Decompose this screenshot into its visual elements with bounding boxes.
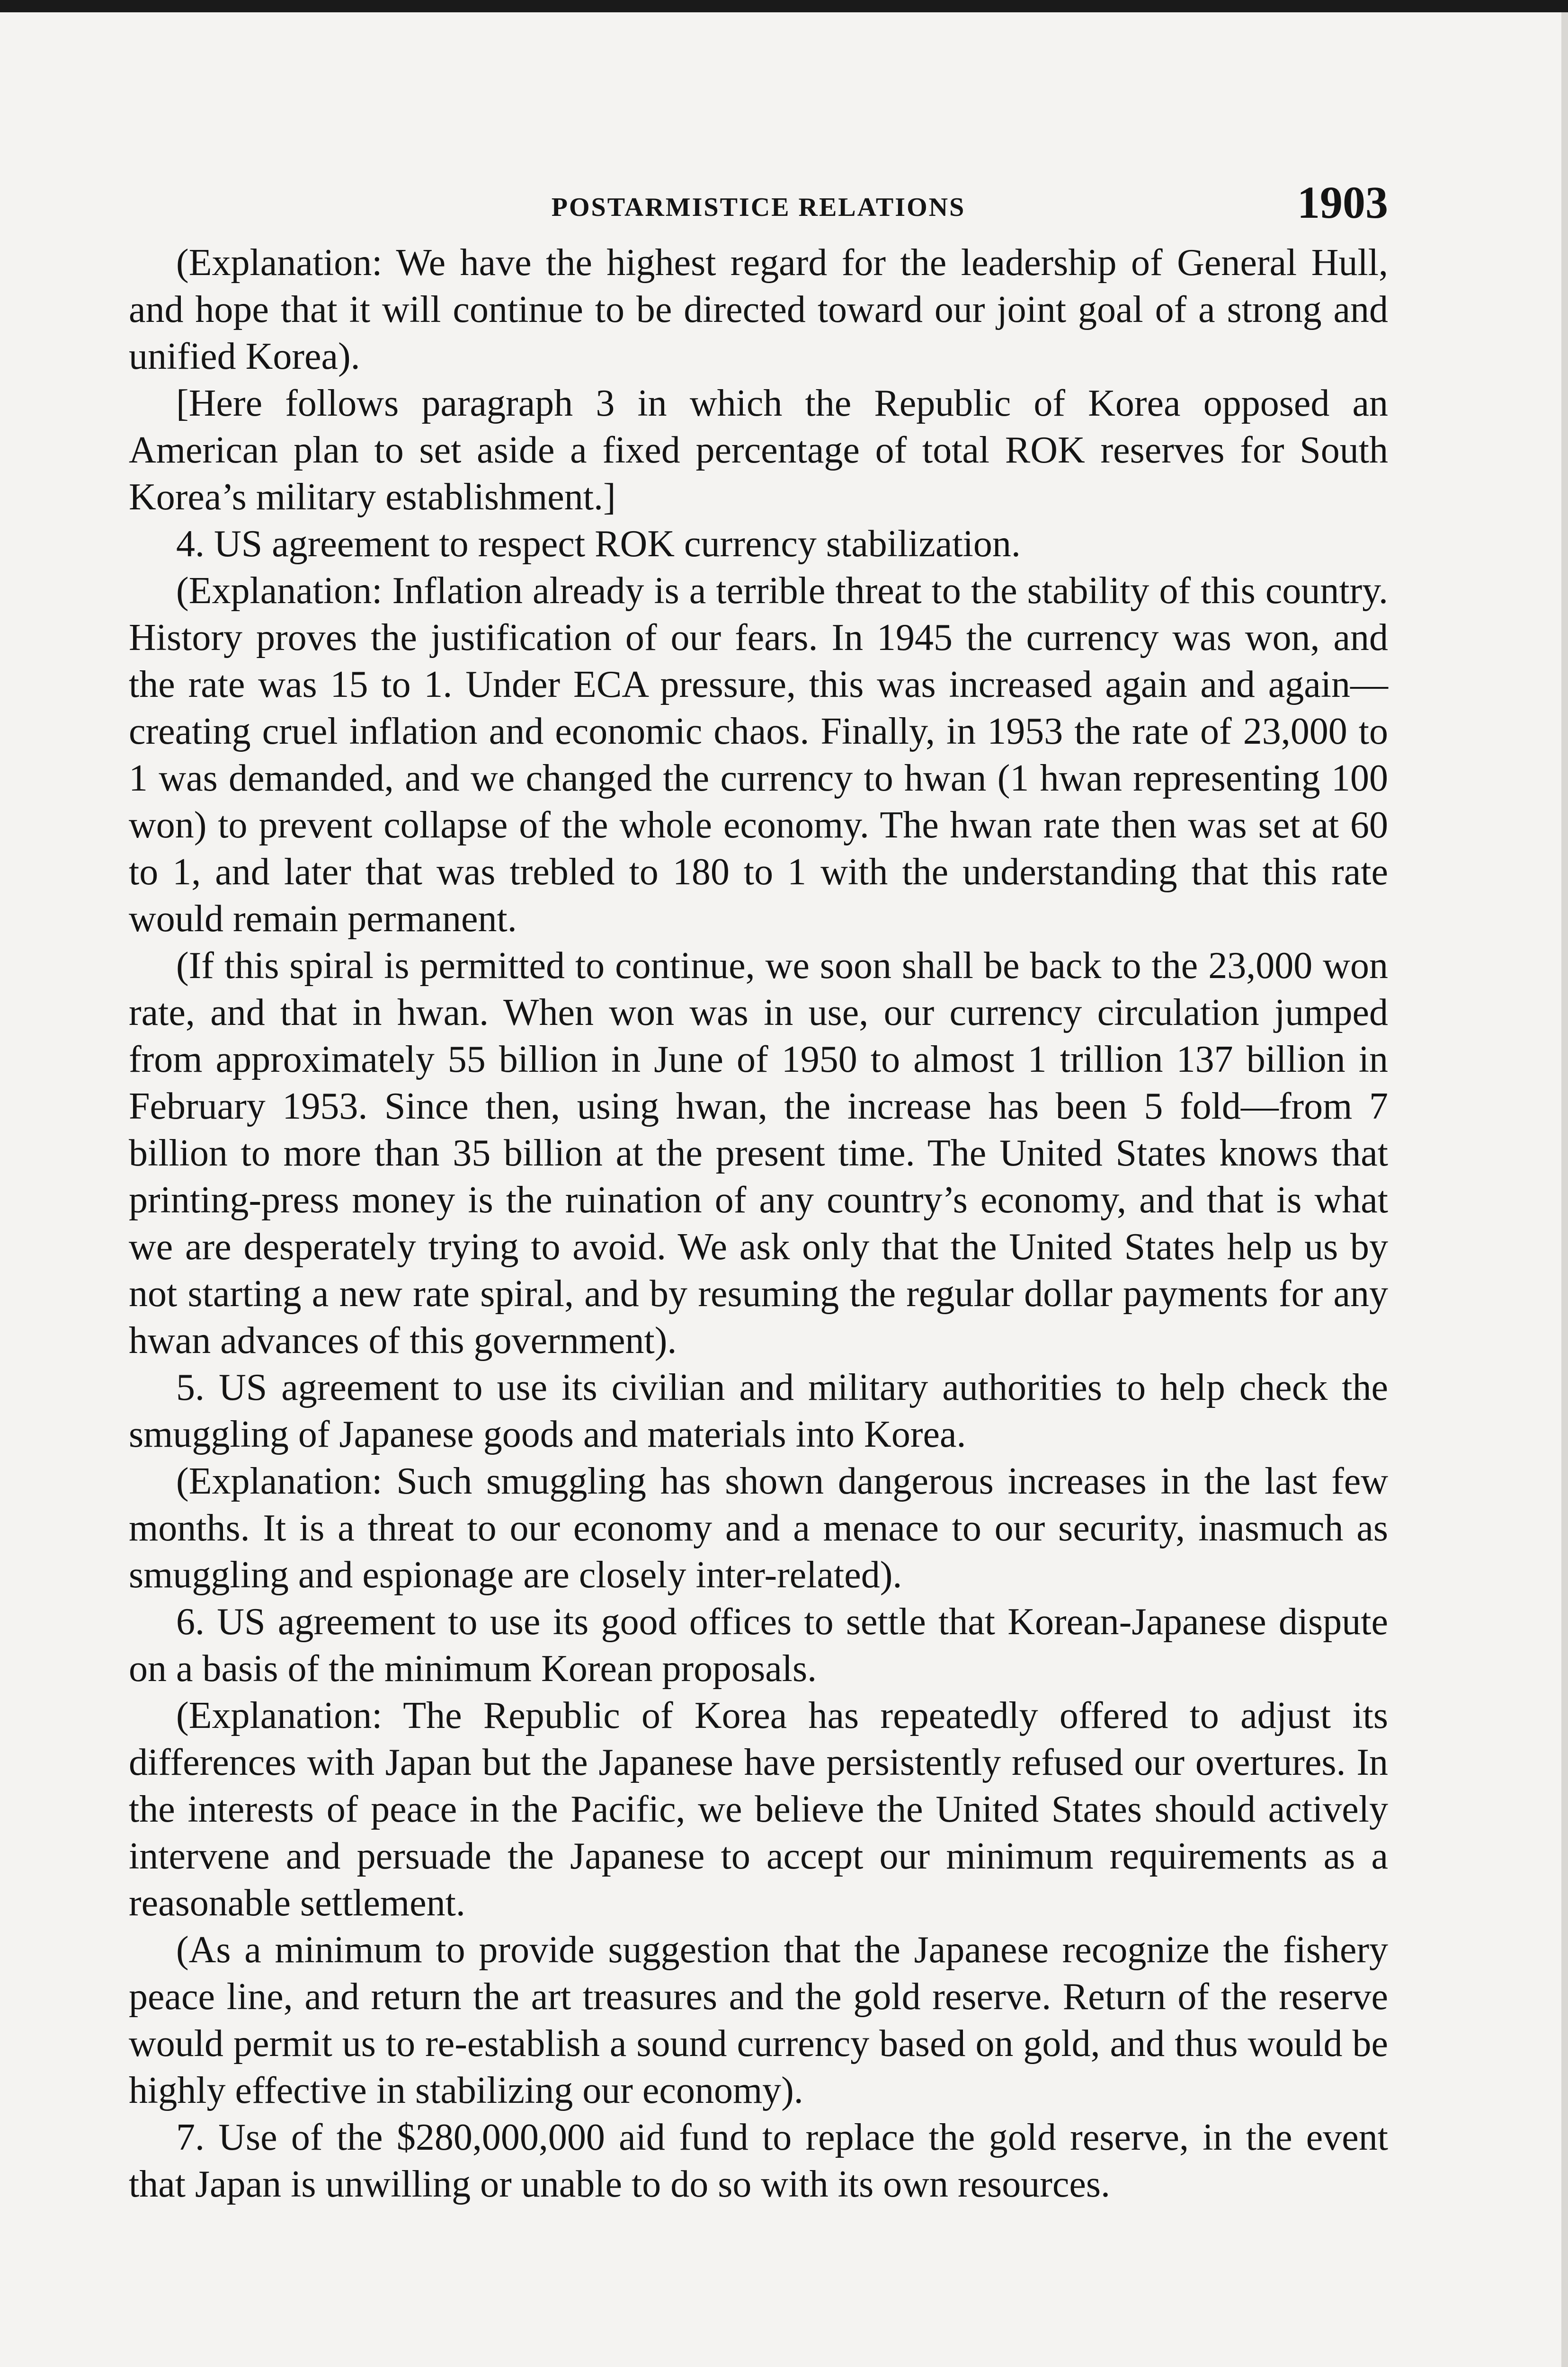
paragraph: [Here follows paragraph 3 in which the Republic of Korea opposed an American plan to set aside a fixed percentage of total ROK reserves for South Korea’s military establishment.]	[129, 383, 1388, 518]
paragraph: (If this spiral is permitted to continue, we soon shall be back to the 23,000 won rate, and that in hwan. When won was in use, our currency circulation jumped from approximately 55 billion in June of 1950 to almost 1 trillion 137 billion in February 1953. Since then, using hwan, the increase has been 5 fold—from 7 billion to more than 35 billion at the present time. The United States knows that printing-press money is the ruination of any country’s economy, and that is what we are desperately trying to avoid. We ask only that the United States help us by not starting a new rate spiral, and by resuming the regular dollar payments for any hwan advances of this government).	[129, 945, 1388, 1361]
paragraph: (Explanation: Such smuggling has shown dangerous increases in the last few months. It is a threat to our economy and a menace to our security, inasmuch as smuggling and espionage are closely inter-related).	[129, 1460, 1388, 1596]
document-page	[129, 177, 1388, 2208]
page-right-edge	[1561, 12, 1568, 2367]
paragraph: 4. US agreement to respect ROK currency stabilization.	[176, 523, 1021, 565]
paragraph: 5. US agreement to use its civilian and military authorities to help check the smuggling of Japanese goods and materials into Korea.	[129, 1367, 1388, 1455]
paragraph: 7. Use of the $280,000,000 aid fund to replace the gold reserve, in the event that Japan is unwilling or unable to do so with its own resources.	[129, 2117, 1388, 2205]
paragraph: (As a minimum to provide suggestion that the Japanese recognize the fishery peace line, and return the art treasures and the gold reserve. Return of the reserve would permit us to re-establish a sound currency based on gold, and thus would be highly effective in stabilizing our economy).	[129, 1929, 1388, 2111]
paragraph: (Explanation: The Republic of Korea has repeatedly offered to adjust its differences with Japan but the Japanese have persistently refused our overtures. In the interests of peace in the Pacific, we believe the United States should actively intervene and persuade the Japanese to accept our minimum requirements as a reasonable settlement.	[129, 1695, 1388, 1924]
running-head	[129, 177, 1388, 228]
page-top-edge	[0, 0, 1568, 12]
page-number: 1903	[1297, 177, 1388, 228]
paragraph: (Explanation: Inflation already is a terrible threat to the stability of this country. History proves the justification of our fears. In 1945 the currency was won, and the rate was 15 to 1. Under ECA pressure, this was increased again and again—creating cruel inflation and economic chaos. Finally, in 1953 the rate of 23,000 to 1 was demanded, and we changed the currency to hwan (1 hwan representing 100 won) to prevent collapse of the whole economy. The hwan rate then was set at 60 to 1, and later that was trebled to 180 to 1 with the understanding that this rate would remain permanent.	[129, 570, 1388, 940]
paragraph: (Explanation: We have the highest regard for the leadership of General Hull, and hope that it will continue to be directed toward our joint goal of a strong and unified Korea).	[129, 242, 1388, 377]
body-text	[129, 240, 1388, 2208]
paragraph: 6. US agreement to use its good offices to settle that Korean-Japanese dispute on a basis of the minimum Korean proposals.	[129, 1601, 1388, 1690]
running-title: POSTARMISTICE RELATIONS	[551, 193, 966, 222]
